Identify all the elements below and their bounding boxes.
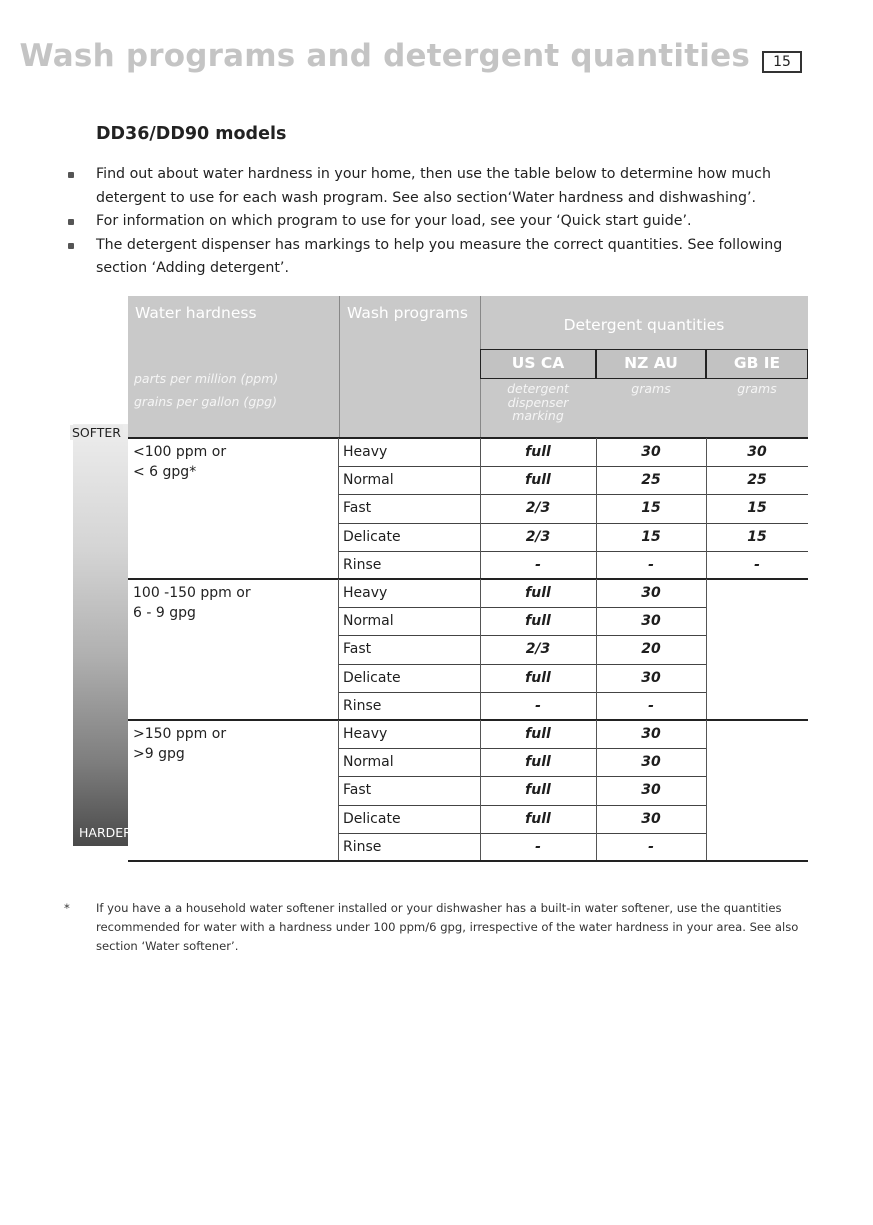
header-water-hardness: Water hardness (135, 304, 257, 322)
program-name: Normal (343, 613, 394, 630)
hardness-range: <100 ppm or (133, 444, 227, 460)
program-name: Delicate (343, 528, 401, 545)
nz-au-value: 30 (641, 669, 661, 686)
program-name: Heavy (343, 444, 388, 460)
us-ca-value: full (525, 669, 551, 686)
footnote-text: If you have a a household water softener installed or your dishwasher has a built-in water softener, use the quantities recommended for water with a hardness under 100 ppm/6 gpg, irrespective of the water hardness in your area. See also section ‘Water softener’. (96, 901, 799, 953)
nz-au-value: 15 (641, 500, 661, 517)
unit-us-ca: detergent dispenser marking (507, 381, 569, 423)
gb-ie-value: - (754, 556, 760, 573)
us-ca-value: full (525, 613, 551, 630)
hardness-range: < 6 gpg* (133, 464, 197, 480)
us-ca-value: full (525, 472, 551, 489)
column-divider (596, 438, 597, 579)
program-name: Normal (343, 754, 394, 771)
program-name: Rinse (343, 697, 382, 714)
table-bottom-rule (128, 860, 808, 862)
nz-au-value: 30 (641, 782, 661, 799)
column-divider (338, 720, 339, 861)
column-nz-au: NZ AU (596, 349, 706, 379)
us-ca-value: 2/3 (525, 500, 551, 517)
header-wash-programs: Wash programs (347, 304, 468, 322)
nz-au-value: 20 (641, 641, 661, 658)
column-us-ca: US CA (480, 349, 596, 379)
us-ca-value: full (525, 782, 551, 799)
softer-label: SOFTER (72, 425, 121, 440)
program-name: Heavy (343, 585, 388, 601)
nz-au-value: 30 (641, 726, 661, 742)
hardness-range: 100 -150 ppm or (133, 585, 251, 601)
harder-label: HARDER (79, 825, 132, 840)
program-name: Fast (343, 641, 372, 658)
column-divider (480, 579, 481, 720)
column-divider (596, 579, 597, 720)
list-item: For information on which program to use for your load, see your ‘Quick start guide’. (68, 210, 828, 234)
instruction-list (68, 163, 828, 281)
footnote-marker: * (64, 901, 70, 915)
us-ca-value: full (525, 754, 551, 771)
column-divider (596, 720, 597, 861)
gb-ie-value: 30 (747, 444, 767, 460)
page-title: Wash programs and detergent quantities (19, 38, 750, 74)
us-ca-value: - (535, 697, 541, 714)
gb-ie-value: 25 (747, 472, 767, 489)
unit-nz-au: grams (631, 381, 671, 396)
program-name: Heavy (343, 726, 388, 742)
gb-ie-value: 15 (747, 528, 767, 545)
us-ca-value: 2/3 (525, 641, 551, 658)
column-gb-ie: GB IE (706, 349, 808, 379)
page-number: 15 (762, 51, 802, 73)
header-gpg: grains per gallon (gpg) (134, 394, 277, 409)
program-name: Delicate (343, 669, 401, 686)
us-ca-value: full (525, 810, 551, 827)
bullet-icon (68, 243, 74, 249)
nz-au-value: - (648, 556, 654, 573)
table-header (128, 296, 808, 438)
column-divider (338, 438, 339, 579)
unit-gb-ie: grams (737, 381, 777, 396)
column-divider (338, 579, 339, 720)
footnote (64, 899, 824, 956)
nz-au-value: - (648, 697, 654, 714)
program-name: Rinse (343, 838, 382, 855)
nz-au-value: 15 (641, 528, 661, 545)
hardness-gradient-bar (73, 424, 128, 846)
column-divider (706, 438, 707, 579)
section-title: DD36/DD90 models (96, 124, 287, 144)
gb-ie-value: 15 (747, 500, 767, 517)
us-ca-value: - (535, 838, 541, 855)
program-name: Rinse (343, 556, 382, 573)
nz-au-value: - (648, 838, 654, 855)
column-divider (706, 579, 707, 720)
header-ppm: parts per million (ppm) (134, 371, 279, 386)
nz-au-value: 30 (641, 810, 661, 827)
column-divider (480, 438, 481, 579)
bullet-icon (68, 219, 74, 225)
bullet-icon (68, 172, 74, 178)
us-ca-value: - (535, 556, 541, 573)
hardness-range: 6 - 9 gpg (133, 605, 196, 621)
us-ca-value: full (525, 726, 551, 742)
list-item: Find out about water hardness in your home, then use the table below to determine how much detergent to use for each wash program. See also section‘Water hardness and dishwashing’. (68, 163, 828, 210)
program-name: Normal (343, 472, 394, 489)
header-divider (339, 296, 340, 438)
program-name: Fast (343, 500, 372, 517)
nz-au-value: 30 (641, 613, 661, 630)
us-ca-value: full (525, 444, 551, 460)
nz-au-value: 30 (641, 585, 661, 601)
nz-au-value: 30 (641, 444, 661, 460)
hardness-range: >9 gpg (133, 746, 185, 762)
hardness-range: >150 ppm or (133, 726, 227, 742)
program-name: Fast (343, 782, 372, 799)
program-name: Delicate (343, 810, 401, 827)
list-item: The detergent dispenser has markings to help you measure the correct quantities. See following section ‘Adding detergent’. (68, 234, 828, 281)
us-ca-value: 2/3 (525, 528, 551, 545)
nz-au-value: 30 (641, 754, 661, 771)
column-divider (480, 720, 481, 861)
column-divider (706, 720, 707, 861)
nz-au-value: 25 (641, 472, 661, 489)
us-ca-value: full (525, 585, 551, 601)
header-detergent-quantities: Detergent quantities (563, 316, 725, 334)
